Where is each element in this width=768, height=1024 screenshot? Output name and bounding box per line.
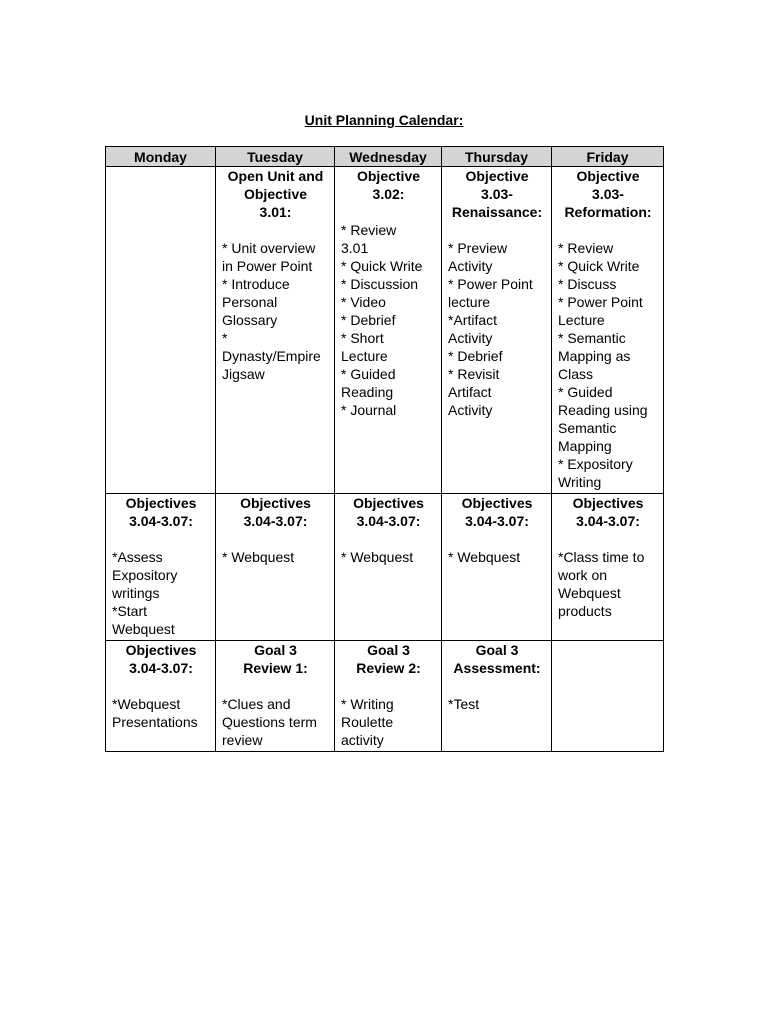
cell-monday-week1 <box>106 167 216 494</box>
cell-body: *Webquest Presentations <box>112 696 198 730</box>
cell-heading: Objectives 3.04-3.07: <box>125 642 197 676</box>
cell-heading: Objectives 3.04-3.07: <box>461 495 533 529</box>
cell-friday-week3 <box>552 641 664 752</box>
cell-heading: Goal 3 Review 2: <box>356 642 421 676</box>
cell-heading: Goal 3 Assessment: <box>453 642 541 676</box>
cell-friday-week1 <box>552 167 664 494</box>
day-header-thursday: Thursday <box>442 147 552 167</box>
cell-body: *Test <box>448 696 480 712</box>
day-header-friday: Friday <box>552 147 664 167</box>
cell-body: * Review 3.01 * Quick Write * Discussion * Video * Debrief * Short Lecture * Guided Reading * Journal <box>341 222 423 418</box>
cell-heading: Objective 3.02: <box>356 168 421 202</box>
cell-tuesday-week1 <box>216 167 335 494</box>
table-row <box>106 494 664 641</box>
unit-planning-calendar-table <box>105 146 664 752</box>
cell-body: *Assess Expository writings *Start Webquest <box>112 549 178 637</box>
cell-tuesday-week3 <box>216 641 335 752</box>
cell-heading: Objectives 3.04-3.07: <box>353 495 424 529</box>
cell-body: * Review * Quick Write * Discuss * Power Point Lecture * Semantic Mapping as Class * Guided Reading using Semantic Mapping * Expository Writing <box>558 240 648 490</box>
day-header-monday: Monday <box>106 147 216 167</box>
cell-body: * Webquest <box>222 549 295 565</box>
cell-body: * Preview Activity * Power Point lecture *Artifact Activity * Debrief * Revisit Artifact Activity <box>448 240 533 418</box>
day-header-tuesday: Tuesday <box>216 147 335 167</box>
cell-friday-week2 <box>552 494 664 641</box>
cell-heading: Objectives 3.04-3.07: <box>125 495 197 529</box>
cell-monday-week2 <box>106 494 216 641</box>
cell-tuesday-week2 <box>216 494 335 641</box>
cell-heading: Objective 3.03- Reformation: <box>564 168 652 220</box>
cell-heading: Objective 3.03- Renaissance: <box>451 168 543 220</box>
cell-body: * Writing Roulette activity <box>341 696 394 748</box>
cell-body: * Webquest <box>341 549 414 565</box>
cell-wednesday-week2 <box>335 494 442 641</box>
cell-heading: Open Unit and Objective 3.01: <box>227 168 324 220</box>
cell-thursday-week2 <box>442 494 552 641</box>
cell-body: *Clues and Questions term review <box>222 696 317 748</box>
cell-wednesday-week3 <box>335 641 442 752</box>
cell-thursday-week1 <box>442 167 552 494</box>
cell-body: * Webquest <box>448 549 521 565</box>
cell-thursday-week3 <box>442 641 552 752</box>
cell-body: * Unit overview in Power Point * Introduce Personal Glossary * Dynasty/Empire Jigsaw <box>222 240 321 382</box>
cell-wednesday-week1 <box>335 167 442 494</box>
page-title: Unit Planning Calendar: <box>304 112 464 128</box>
cell-body: *Class time to work on Webquest products <box>558 549 645 619</box>
day-header-wednesday: Wednesday <box>335 147 442 167</box>
table-row <box>106 641 664 752</box>
cell-heading: Objectives 3.04-3.07: <box>240 495 311 529</box>
cell-heading: Objectives 3.04-3.07: <box>572 495 644 529</box>
cell-monday-week3 <box>106 641 216 752</box>
table-row <box>106 167 664 494</box>
header-row <box>106 147 664 167</box>
cell-heading: Goal 3 Review 1: <box>243 642 308 676</box>
